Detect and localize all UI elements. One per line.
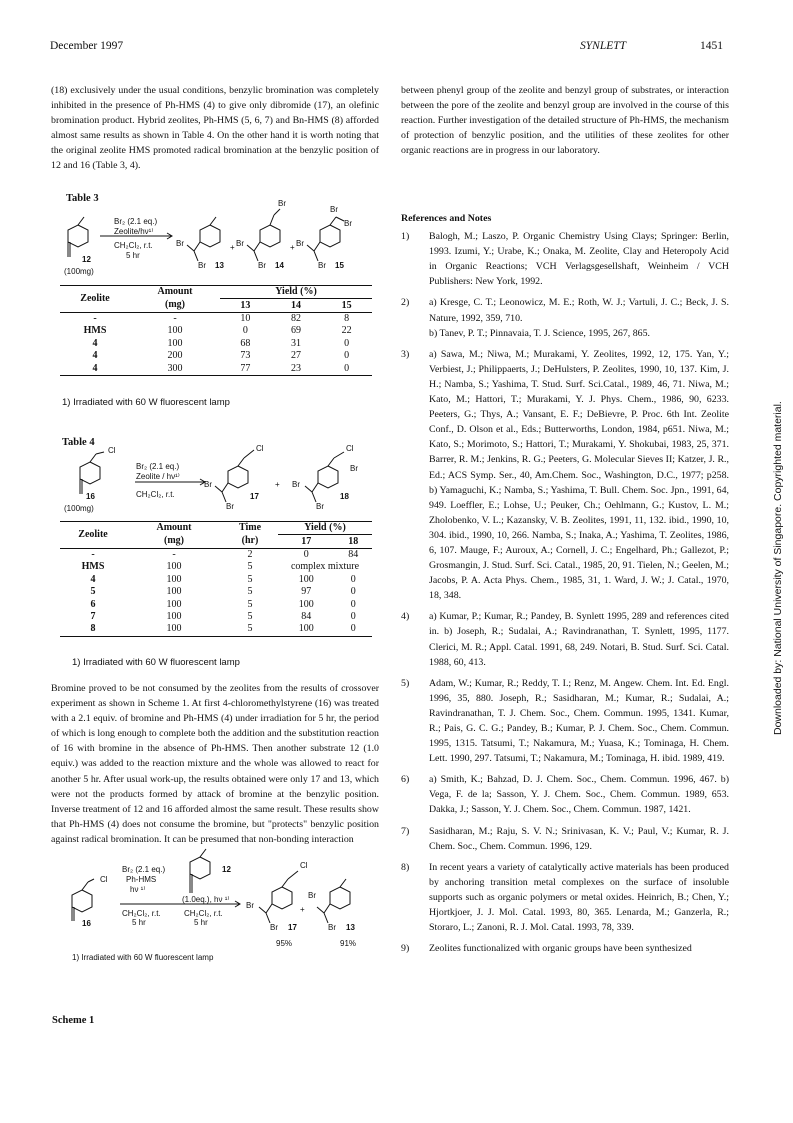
t3-reagent1: Br₂ (2.1 eq.) [114,217,158,226]
s1-time2: 5 hr [194,918,208,927]
reference-item: 4) a) Kumar, P.; Kumar, R.; Pandey, B. Synlett 1995, 289 and references cited in. b) Joseph, R.; Sudalai, A.; Ravindranathan, T. Synlett, 1995, 1177. Clerici, M. R.; Appl. Catal. 1991, 68, 249. Notari, B. Stud. Surf. Sci. Catal. 1988, 60, 413. [401,611,729,668]
reference-item: 5) Adam, W.; Kumar, R.; Reddy, T. I.; Renz, M. Angew. Chem. Int. Ed. Engl. 1996, 35, 880. Joseph, R.; Sasidharan, M.; Kumar, R.; Sudalai, A.; Ravindranathan, T. J. Chem. Soc., Chem. Commun. 1995, 1341. Kumar, R.; Pais, G. C. G.; Pandey, B.; Kumar, P. J. Chem. Soc., Chem. Commun. 1995, 1315. Tatsumi, T.; Nakamura, M.; Yuasa, K.; Tominaga, H. Chem. Lett. 1990, 297. Tatsumi, T.; Nakamura, M.; Tominaga, H. ibid. 1989, 419. [401,677,729,765]
s1-reagent3: hν ¹⁾ [130,885,146,894]
header-journal: SYNLETT [580,40,627,52]
reference-item: 7) Sasidharan, M.; Raju, S. V. N.; Srinivasan, K. V.; Paul, V.; Kumar, R. J. Chem. Soc., Chem. Commun. 1996, 129. [401,825,729,852]
references [401,211,729,956]
reference-item: 1) Balogh, M.; Laszo, P. Organic Chemistry Using Clays; Springer: Berlin, 1993. Izumi, Y.; Urabe, K.; Onaka, M. Zeolite, Clay and Heteropoly Acid in Organic Reactions; VCH Verlagsgesellshaft, Weinheim / VCH Publishers: New York, 1992. [401,231,729,288]
left-paragraph-top: (18) exclusively under the usual conditions, benzylic bromination was completely inhibited in the presence of Ph-HMS (4) to give only dibromide (17), an olefinic bromination product. Hybrid zeolites, Ph-HMS (5, 6, 7) and Bn-HMS (8) afforded almost same results as shown in Table 4. On the other hand it is worth noting that the original zeolite HMS promoted radical bromination at the benzylic position of 12 and 16 (Table 3, 4). [51,85,379,172]
s1-reagent1: Br₂ (2.1 eq.) [122,865,166,874]
header-date: December 1997 [50,40,124,52]
t3-h-amount-unit: (mg) [130,299,220,312]
t4-plus: + [275,480,280,489]
t3-br-f: Br [296,239,304,248]
table-row: HMS 100 5 complex mixture [81,561,360,573]
t3-h-c1: 13 [220,299,271,312]
t4-solvent: CH₂Cl₂, r.t. [136,490,175,499]
s1-solvent2: CH₂Cl₂, r.t. [184,909,223,918]
table-row: 5 100 5 97 0 [90,586,356,598]
table4-structures [60,450,380,518]
t3-h-amount: Amount [157,286,193,298]
t3-plus-a: + [230,243,235,252]
table3-footnote: 1) Irradiated with 60 W fluorescent lamp [62,397,230,408]
t4-substrate-num: 16 [86,492,95,501]
s1-time1: 5 hr [132,918,146,927]
s1-reagent2: Ph-HMS [126,875,157,884]
reference-item: 2) a) Kresge, C. T.; Leonowicz, M. E.; Roth, W. J.; Vartuli, J. C.; Beck, J. S. Nature, 1992, 359, 710. b) Tanev, P. T.; Pinnavaia, T. J. Science, 1995, 267, 865. [401,297,729,339]
t3-br-b: Br [198,261,206,270]
t4-br-b: Br [226,502,234,511]
t3-br-d: Br [258,261,266,270]
references-title: References and Notes [401,213,492,224]
table-row: 4 100 5 100 0 [90,573,356,585]
t4-cl-a: Cl [108,446,116,455]
t3-substrate-num: 12 [82,255,91,264]
s1-solvent1: CH₂Cl₂, r.t. [122,909,161,918]
t4-h-zeolite: Zeolite [60,522,126,549]
t3-h-c3: 15 [321,299,372,312]
table3-structures [60,205,380,285]
t3-br-e: Br [278,199,286,208]
t4-h-c1: 17 [278,535,334,548]
table-row: 8 100 5 100 0 [90,623,356,635]
left-paragraph-bottom: Bromine proved to be not consumed by the zeolites from the results of crossover experiment as shown in Scheme 1. At first 4-chloromethylstyrene (16) was treated with a 2.1 equiv. of bromine and Ph-HMS (4) under irradiation for 5 hr, the period of which is long enough to complete both the addition and the substitution reaction of 16 with bromine in the absence of Ph-HMS. Then another substrate 12 (1.0 equiv.) was added to the reaction mixture and the whole was allowed to react for another 5 hr. After usual work-up, the results obtained were only 17 and 13, which were not the products formed by attack of bromine at the benzylic position. Inverse treatment of 12 and 16 afforded almost the same result. These results show that Ph-HMS (4) does not consume the bromine, but "protects" benzylic position against radical bromination. It can be presumed that non-bonding interaction [51,683,379,845]
t3-br-i: Br [344,219,352,228]
table-row: 4 200 73 27 0 [92,350,350,362]
reference-item: 6) a) Smith, K.; Bahzad, D. J. Chem. Soc., Chem. Commun. 1996, 467. b) Vega, F. de la; Sasson, Y. J. Chem. Soc., Chem. Commun. 1989, 653. Dakka, J.; Sasson, Y. J. Chem. Soc., Chem. Commun. 1987, 1421. [401,774,729,816]
s1-br-a: Br [246,901,254,910]
reference-item: 8) In recent years a variety of catalytically active materials has been produced by anchoring transition metal complexes on the surface of insoluble supports such as organic polymers or metal oxides. Heinrich, B.; Chen, Y.; Hjortkjoer, J. J. Mol. Catal. 1993, 80, 365. Lenarda, M.; Ganzerla, R.; Storaro, L.; Zanoni, R. J. Mol. Catal. 1993, 78, 339. [401,861,729,934]
t4-br-c: Br [292,480,300,489]
table-row: 4 100 68 31 0 [92,337,350,349]
table-row: - - 2 0 84 [91,548,359,560]
scheme1-label: Scheme 1 [52,1015,95,1026]
s1-add-num: 12 [222,865,231,874]
t4-br-a: Br [204,480,212,489]
t3-substrate-amt: (100mg) [64,267,94,276]
t3-p1: 13 [215,261,224,270]
t3-p3: 15 [335,261,344,270]
t4-reagent1: Br₂ (2.1 eq.) [136,462,180,471]
s1-add-amt: (1.0eq.), hν ¹⁾ [182,895,230,904]
t3-h-zeolite: Zeolite [60,286,130,313]
t4-p1: 17 [250,492,259,501]
s1-p1: 17 [288,923,297,932]
right-paragraph-top: between phenyl group of the zeolite and benzyl group of substrates, or interaction between the pore of the zeolite and benzyl group are involved in the course of this reaction. Further investigation of the detailed structure of Ph-HMS, the mechanism of protection of benzylic position, and the utilities of these zeolites for other organic reactions are in progress in our laboratory. [401,85,729,157]
s1-cl-b: Cl [300,861,308,870]
s1-plus: + [300,905,305,914]
t4-substrate-amt: (100mg) [64,504,94,513]
t3-solvent: CH₂Cl₂, r.t. [114,241,153,250]
table3-scheme [60,199,380,285]
s1-y2: 91% [340,939,357,948]
table-row: 6 100 5 100 0 [90,598,356,610]
t4-h-time: Time [238,522,262,534]
s1-s-num: 16 [82,919,91,928]
t4-h-time-unit: (hr) [222,535,278,548]
download-notice: Downloaded by: National University of Singapore. Copyrighted material. [772,401,784,735]
s1-br-c: Br [308,891,316,900]
t4-cl-c: Cl [346,444,354,453]
s1-footnote: 1) Irradiated with 60 W fluorescent lamp [72,953,214,962]
table-row: - - 10 82 8 [93,312,350,324]
s1-y1: 95% [276,939,293,948]
table-row: 7 100 5 84 0 [90,610,356,622]
s1-cl-a: Cl [100,875,108,884]
t3-br-a: Br [176,239,184,248]
table3 [60,285,372,376]
table-row: HMS 100 0 69 22 [83,325,352,337]
t3-plus-b: + [290,243,295,252]
reference-item: 3) a) Sawa, M.; Niwa, M.; Murakami, Y. Zeolites, 1992, 12, 175. Yan, Y.; Verbiest, J.; Philippaerts, J.; DeHulsters, P. Zeolites, 1990, 10, 137. Kim, J. H.; Namba, S.; Yashima, T. Stud. Surf. Sci.Catal., 1989, 46, 71. Niwa, M.; Kato, M.; Hattori, T.; Murakami, Y. J. Phys. Chem., 1986, 90, 6233. Peeters, G.; Thys, A.; Vansant, E. F.; DeBievre, P. Proc. 6th Int. Zeolite Conf., D. Olson et al., Eds.; Butterworths, London, 1984, p651. Niwa, M.; Kato, S.; Morimoto, S.; Hattori, T.; Murakami, Y. Shokubai, 1983, 25, 371. Barrer, R. M.; Jenkins, R. G.; Peeters, G. Molecular Sieves II; Katzer, J. R., Ed.; ACS Symp. Ser., 40, Am.Chem. Soc., Washington, D.C., 1977; p258. b) Yamaguchi, K.; Namba, S.; Yashima, T. Bull. Chem. Soc. Jpn., 1991, 64, 949. Loeffler, E.; Lohse, U.; Peuker, Ch.; Oehlmann, G.; Kustov, L. M.; Zholobenko, V. L.; Kazansky, V. B. Zeolites, 1991, 11, 132. ibid., 1990, 10, 304. ibid., 1990, 10, 266. Namba, S.; Inaka, A.; Yashima, T. Zeolites, 1986, 6, 107. Mauge, F.; Auroux, A.; Cornell, J. C.; Engelhard, Ph.; Gallezot, P.; Grosmangin, J. Stud. Surf. Sci. Catal., 1985, 20, 91. Tielen, N.; Geelen, M.; Jacobs, P. A. Acta Phys. Chem., 1985, 31, 1. Ward, J. W.; J. Catal., 1970, 18, 348. [401,348,729,602]
table3-label: Table 3 [66,193,99,204]
t4-cl-b: Cl [256,444,264,453]
table-row: 4 300 77 23 0 [92,362,350,374]
t4-p2: 18 [340,492,349,501]
s1-br-b: Br [270,923,278,932]
t3-br-h: Br [330,205,338,214]
s1-p2: 13 [346,923,355,932]
table4-footnote: 1) Irradiated with 60 W fluorescent lamp [72,657,240,668]
s1-br-d: Br [328,923,336,932]
t3-p2: 14 [275,261,284,270]
t4-br-e: Br [350,464,358,473]
t3-reagent2: Zeolite/hν¹⁾ [114,227,154,236]
t4-h-c2: 18 [334,535,372,548]
t3-br-g: Br [318,261,326,270]
t3-time: 5 hr [126,251,140,260]
t4-reagent2: Zeolite / hν¹⁾ [136,472,180,481]
t3-h-yield: Yield (%) [275,286,317,298]
table4 [60,521,372,637]
t4-h-amount: Amount [156,522,192,534]
t4-h-yield: Yield (%) [304,522,346,534]
t3-h-c2: 14 [271,299,322,312]
t4-br-d: Br [316,502,324,511]
t3-br-c: Br [236,239,244,248]
t4-h-amount-unit: (mg) [126,535,222,548]
table4-label: Table 4 [62,437,95,448]
table4-scheme [60,444,380,518]
scheme1 [60,853,380,983]
reference-item: 9) Zeolites functionalized with organic groups have been synthesized [401,943,692,955]
header-page: 1451 [700,40,723,52]
